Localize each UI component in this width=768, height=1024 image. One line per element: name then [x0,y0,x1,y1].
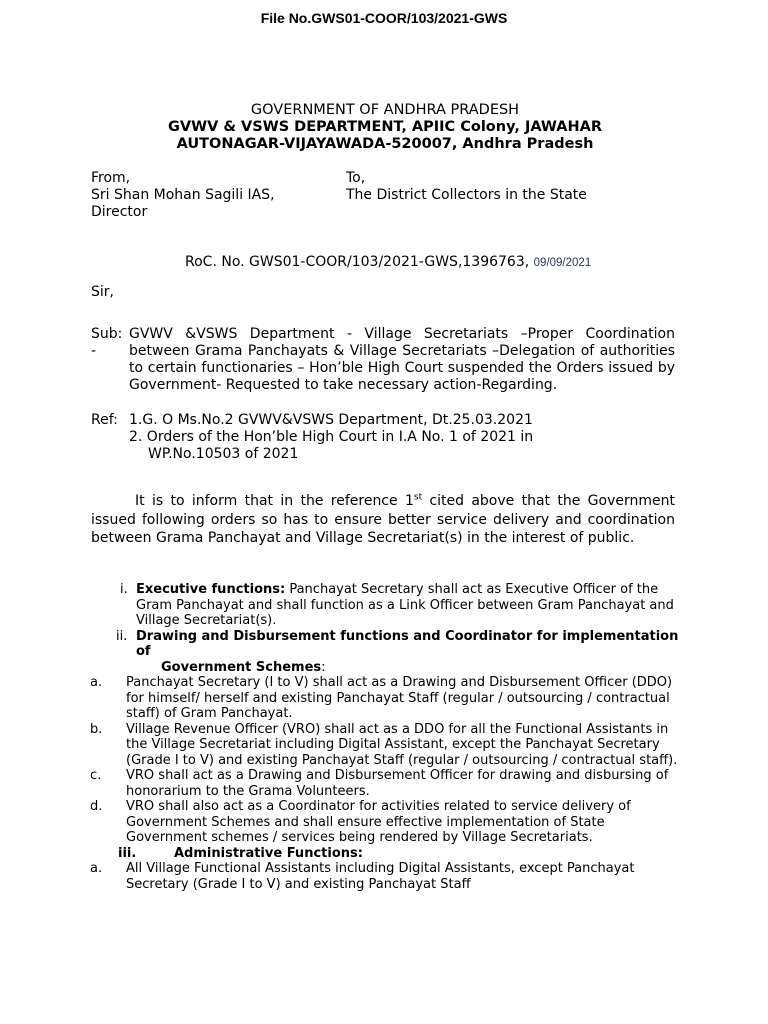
reference-block [91,412,675,463]
list-item-title-continued: Government Schemes [161,659,322,675]
paragraph-text-start: It is to inform that in the reference 1 [135,493,414,509]
list-number: i. [120,582,128,597]
list-item-text: Panchayat Secretary (I to V) shall act as a Drawing and Disbursement Officer (DDO) for himself/ herself and existing Panchayat Staff (regular / outsourcing / contractual staff) of Gram Panchayat. [126,675,673,721]
subject-label: Sub: [91,326,123,342]
from-name: Sri Shan Mohan Sagili IAS, [91,187,275,203]
file-number: File No.GWS01-COOR/103/2021-GWS [260,10,508,26]
letterhead [90,102,680,153]
roc-number: RoC. No. GWS01-COOR/103/2021-GWS,1396763, [185,254,530,270]
list-number: ii. [116,628,128,644]
from-block [91,170,331,221]
letterhead-address: AUTONAGAR-VIJAYAWADA-520007, Andhra Pradesh [176,136,594,152]
reference-2-continued: WP.No.10503 of 2021 [148,446,299,462]
to-label: To, [346,170,366,186]
list-number: b. [90,721,103,737]
paragraph-superscript: st [413,492,423,503]
from-label: From, [91,170,131,186]
orders-list [90,582,680,892]
salutation: Sir, [91,284,114,300]
list-item-c [90,768,680,799]
list-item-iii [108,846,680,862]
list-item-i [108,582,680,629]
list-item-text: VRO shall also act as a Coordinator for activities related to service delivery of Government Schemes and shall ensure effective implementation of State Government schemes / services being rendered by Village Secretariats. [126,799,631,845]
list-number: c. [90,768,102,783]
list-item-colon: : [321,659,326,675]
list-number: iii. [118,845,137,861]
list-number: d. [90,799,103,814]
list-item-title: Executive functions: [136,582,286,597]
list-item-b [90,721,680,769]
to-recipient: The District Collectors in the State [346,187,587,203]
letterhead-government: GOVERNMENT OF ANDHRA PRADESH [250,102,520,118]
from-designation: Director [91,204,148,220]
subject-dash: - [91,343,97,359]
subject-block [91,326,675,394]
reference-label: Ref: [91,412,118,428]
subject-text: GVWV &VSWS Department - Village Secretariats –Proper Coordination between Grama Panchayats & Village Secretariats –Delegation of authorities to certain functionaries – Hon’ble High Court suspended the Orders issued by Government- Requested to take necessary action-Regarding. [129,326,675,393]
letterhead-department: GVWV & VSWS DEPARTMENT, APIIC Colony, JAWAHAR [167,119,603,135]
paragraph-text-end: cited above that the Government issued following orders so has to ensure better service delivery and coordination between Grama Panchayat and Village Secretariat(s) in the interest of public. [91,493,675,546]
list-item-ii [108,629,680,676]
list-item-text: All Village Functional Assistants including Digital Assistants, except Panchayat Secretary (Grade I to V) and existing Panchayat Staff [126,861,635,892]
reference-2: 2. Orders of the Hon’ble High Court in I.A No. 1 of 2021 in [129,429,534,445]
roc-reference-line [185,254,591,270]
list-number: a. [90,861,103,876]
list-item-title: Drawing and Disbursement functions and Coordinator for implementation of [136,628,679,659]
list-item-d [90,799,680,846]
roc-date: 09/09/2021 [533,257,592,269]
list-item-text: VRO shall act as a Drawing and Disbursement Officer for drawing and disbursing of honorarium to the Grama Volunteers. [126,768,669,799]
list-item-title: Administrative Functions: [174,845,363,861]
list-item-text: Village Revenue Officer (VRO) shall act as a DDO for all the Functional Assistants in the Village Secretariat including Digital Assistant, except the Panchayat Secretary (Grade I to V) and existing Panchayat Staff (regular / outsourcing / contractual staff). [126,721,678,768]
list-item-a-admin [90,861,680,892]
body-paragraph [91,492,675,548]
reference-1: 1.G. O Ms.No.2 GVWV&VSWS Department, Dt.25.03.2021 [129,412,533,428]
list-number: a. [90,675,103,690]
to-block [346,170,676,204]
list-item-text: Panchayat Secretary shall act as Executive Officer of the Gram Panchayat and shall function as a Link Officer between Gram Panchayat and Village Secretariat(s). [136,582,674,628]
list-item-a [90,675,680,722]
